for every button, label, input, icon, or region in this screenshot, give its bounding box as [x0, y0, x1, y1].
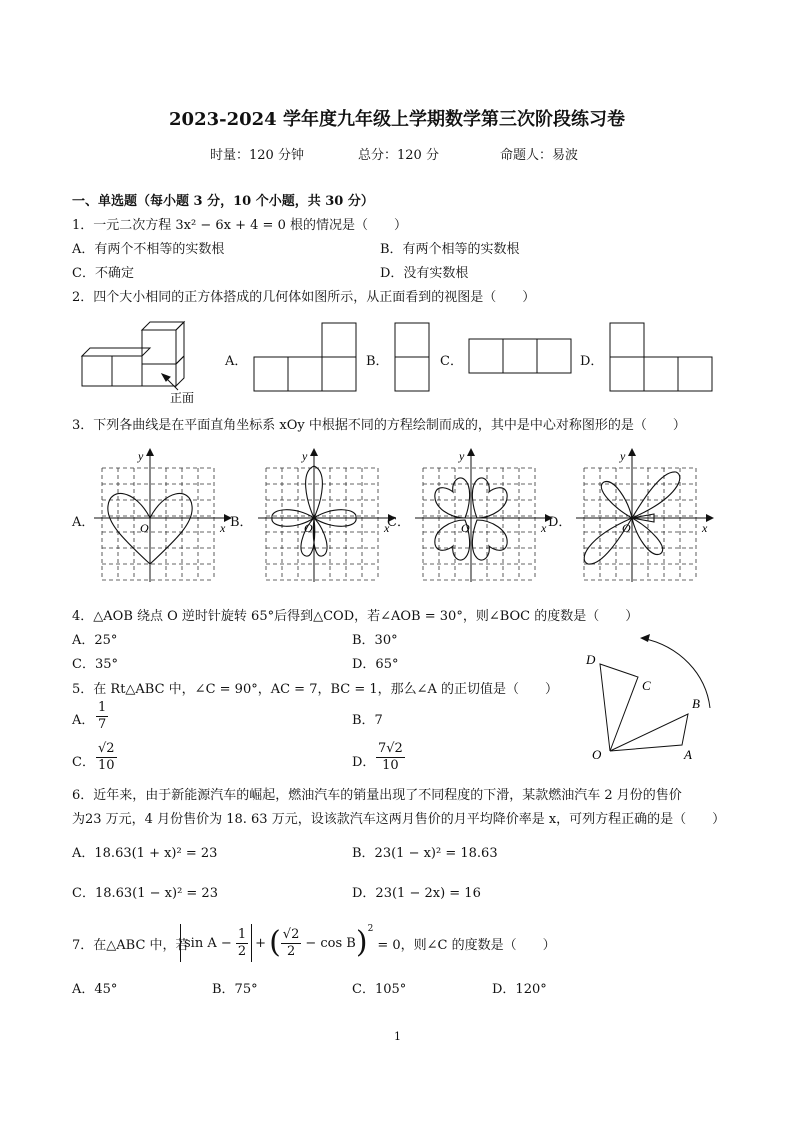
question-2-option-b: B．: [366, 354, 389, 369]
exam-author: 命题人：易波: [500, 148, 579, 163]
question-5-option-d-fraction: $\frac{7√2}{10}$: [378, 741, 403, 773]
axis-label-x: x: [702, 521, 708, 535]
question-3-stem: 3．下列各曲线是在平面直角坐标系 xOy 中根据不同的方程绘制而成的，其中是中心对称图形的是（ ）: [72, 418, 686, 433]
question-5-option-b: B．7: [352, 713, 383, 728]
graph-d-propeller: [574, 448, 716, 582]
section-heading: 一、单选题（每小题 3 分，10 个小题，共 30 分）: [72, 194, 374, 209]
point-label-d: D: [586, 652, 596, 667]
question-7-stem-start: 7．在△ABC 中，若: [72, 938, 189, 953]
point-label-b: B: [692, 696, 700, 711]
question-5-option-c-label: C．: [72, 755, 95, 770]
axis-label-y: y: [459, 449, 465, 463]
question-7-expression: sin A − $\frac{1}{2}$ + ( $\frac{√2}{2}$ − cos B ) 2 = 0，则∠C 的度数是（ ）: [180, 922, 556, 964]
question-3-option-a: A．: [72, 515, 95, 530]
rotation-triangle-figure: [580, 630, 720, 765]
question-6-option-d: D．23(1 − 2x) = 16: [352, 886, 481, 901]
question-7-option-b: B．75°: [212, 982, 258, 997]
question-7-option-a: A．45°: [72, 982, 118, 997]
option-b-view: [394, 322, 432, 392]
option-c-view: [468, 338, 574, 376]
page-number: 1: [394, 1030, 401, 1043]
question-4-option-a: A．25°: [72, 633, 118, 648]
question-3-option-b: B．: [230, 515, 253, 530]
axis-label-x: x: [220, 521, 226, 535]
graph-b-curve: [256, 448, 398, 582]
origin-label: O: [461, 521, 470, 535]
question-2-option-a: A．: [225, 354, 248, 369]
axis-label-y: y: [138, 449, 144, 463]
question-1-stem: 1．一元二次方程 3x² − 6x + 4 = 0 根的情况是（ ）: [72, 218, 407, 233]
question-6-line-2: 为23 万元，4 月份售价为 18. 63 万元，设该款汽车这两月售价的月平均降价率是 x，可列方程正确的是（ ）: [72, 812, 726, 827]
point-label-a: A: [684, 747, 692, 762]
option-a-view: [253, 322, 359, 392]
axis-label-y: y: [620, 449, 626, 463]
question-6-option-b: B．23(1 − x)² = 18.63: [352, 846, 498, 861]
question-1-option-d: D．没有实数根: [380, 266, 469, 281]
question-4-stem: 4．△AOB 绕点 O 逆时针旋转 65°后得到△COD，若∠AOB = 30°，则∠BOC 的度数是（ ）: [72, 609, 639, 624]
question-1-option-b: B．有两个相等的实数根: [380, 242, 520, 257]
question-5-stem: 5．在 Rt△ABC 中，∠C = 90°，AC = 7，BC = 1，那么∠A 的正切值是（ ）: [72, 682, 559, 697]
origin-label: O: [622, 521, 631, 535]
graph-a-heart: [92, 448, 234, 582]
question-1-option-a: A．有两个不相等的实数根: [72, 242, 225, 257]
question-4-option-c: C．35°: [72, 657, 118, 672]
point-label-c: C: [642, 678, 651, 693]
origin-label: O: [304, 521, 313, 535]
question-4-option-d: D．65°: [352, 657, 399, 672]
question-5-option-d-label: D．: [352, 755, 376, 770]
point-label-o: O: [592, 747, 602, 762]
question-5-option-a-label: A．: [72, 713, 95, 728]
front-label: 正面: [170, 391, 195, 405]
question-1-option-c: C．不确定: [72, 266, 134, 281]
question-6-line-1: 6．近年来，由于新能源汽车的崛起，燃油汽车的销量出现了不同程度的下滑，某款燃油汽车 2 月份的售价: [72, 788, 682, 803]
axis-label-x: x: [541, 521, 547, 535]
axis-label-y: y: [302, 449, 308, 463]
question-6-option-a: A．18.63(1 + x)² = 23: [72, 846, 218, 861]
question-5-option-a-fraction: $\frac{1}{7}$: [98, 700, 107, 732]
question-4-option-b: B．30°: [352, 633, 398, 648]
origin-label: O: [140, 521, 149, 535]
question-7-option-c: C．105°: [352, 982, 407, 997]
graph-c-clover: [413, 448, 555, 582]
question-5-option-c-fraction: $\frac{√2}{10}$: [98, 741, 115, 773]
axis-label-x: x: [384, 521, 390, 535]
option-d-view: [609, 322, 715, 392]
question-3-option-d: D．: [548, 515, 572, 530]
page-title: 2023-2024 学年度九年级上学期数学第三次阶段练习卷: [169, 109, 625, 130]
question-6-option-c: C．18.63(1 − x)² = 23: [72, 886, 218, 901]
question-2-option-c: C．: [440, 354, 463, 369]
cube-solid-figure: [74, 314, 214, 406]
exam-total-score: 总分：120 分: [358, 148, 439, 163]
exam-time: 时量：120 分钟: [210, 148, 304, 163]
question-2-stem: 2．四个大小相同的正方体搭成的几何体如图所示，从正面看到的视图是（ ）: [72, 290, 536, 305]
question-3-option-c: C．: [387, 515, 410, 530]
question-2-option-d: D．: [580, 354, 604, 369]
question-7-option-d: D．120°: [492, 982, 547, 997]
